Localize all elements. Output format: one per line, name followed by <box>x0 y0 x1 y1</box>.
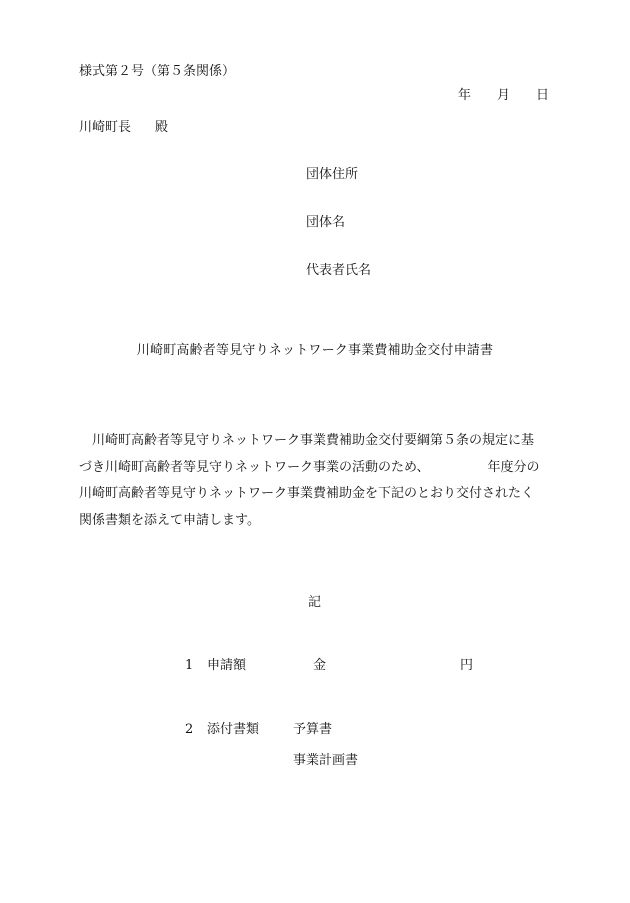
item-2-number: 2 <box>185 722 194 737</box>
item-1-number: 1 <box>185 658 194 673</box>
application-body <box>79 428 540 534</box>
representative-name-label: 代表者氏名 <box>306 263 372 278</box>
org-name-label: 団体名 <box>306 215 346 230</box>
document-title: 川崎町高齢者等見守りネットワーク事業費補助金交付申請書 <box>136 343 494 358</box>
body-line-1-text: 川崎町高齢者等見守りネットワーク事業費補助金交付要綱第５条の規定に基 <box>92 433 535 448</box>
body-line-1 <box>79 428 540 455</box>
date-year-label: 年 <box>458 88 472 103</box>
body-line-2 <box>79 455 540 482</box>
addressee-honorific: 殿 <box>155 120 169 135</box>
org-address-label: 団体住所 <box>306 167 359 182</box>
body-line-2-text-b: 年度分の <box>487 459 540 475</box>
addressee-name: 川崎町長 <box>79 120 132 135</box>
date-line <box>458 87 549 105</box>
item-2-label: 添付書類 <box>207 722 260 737</box>
addressee <box>79 119 168 137</box>
item-1-amount-suffix: 円 <box>460 658 474 673</box>
body-line-3: 川崎町高齢者等見守りネットワーク事業費補助金を下記のとおり交付されたく <box>79 486 535 501</box>
item-1-amount-prefix: 金 <box>313 658 327 673</box>
item-1-label: 申請額 <box>207 658 247 673</box>
form-number: 様式第２号（第５条関係） <box>79 64 236 79</box>
attached-document-budget: 予算書 <box>293 722 333 737</box>
body-line-2-text-a: づき川崎町高齢者等見守りネットワーク事業の活動のため、 <box>79 459 430 475</box>
date-month-label: 月 <box>497 88 511 103</box>
ki-heading: 記 <box>308 595 322 610</box>
body-line-4: 関係書類を添えて申請します。 <box>79 512 260 528</box>
date-day-label: 日 <box>536 88 550 103</box>
attached-document-plan: 事業計画書 <box>293 753 359 768</box>
